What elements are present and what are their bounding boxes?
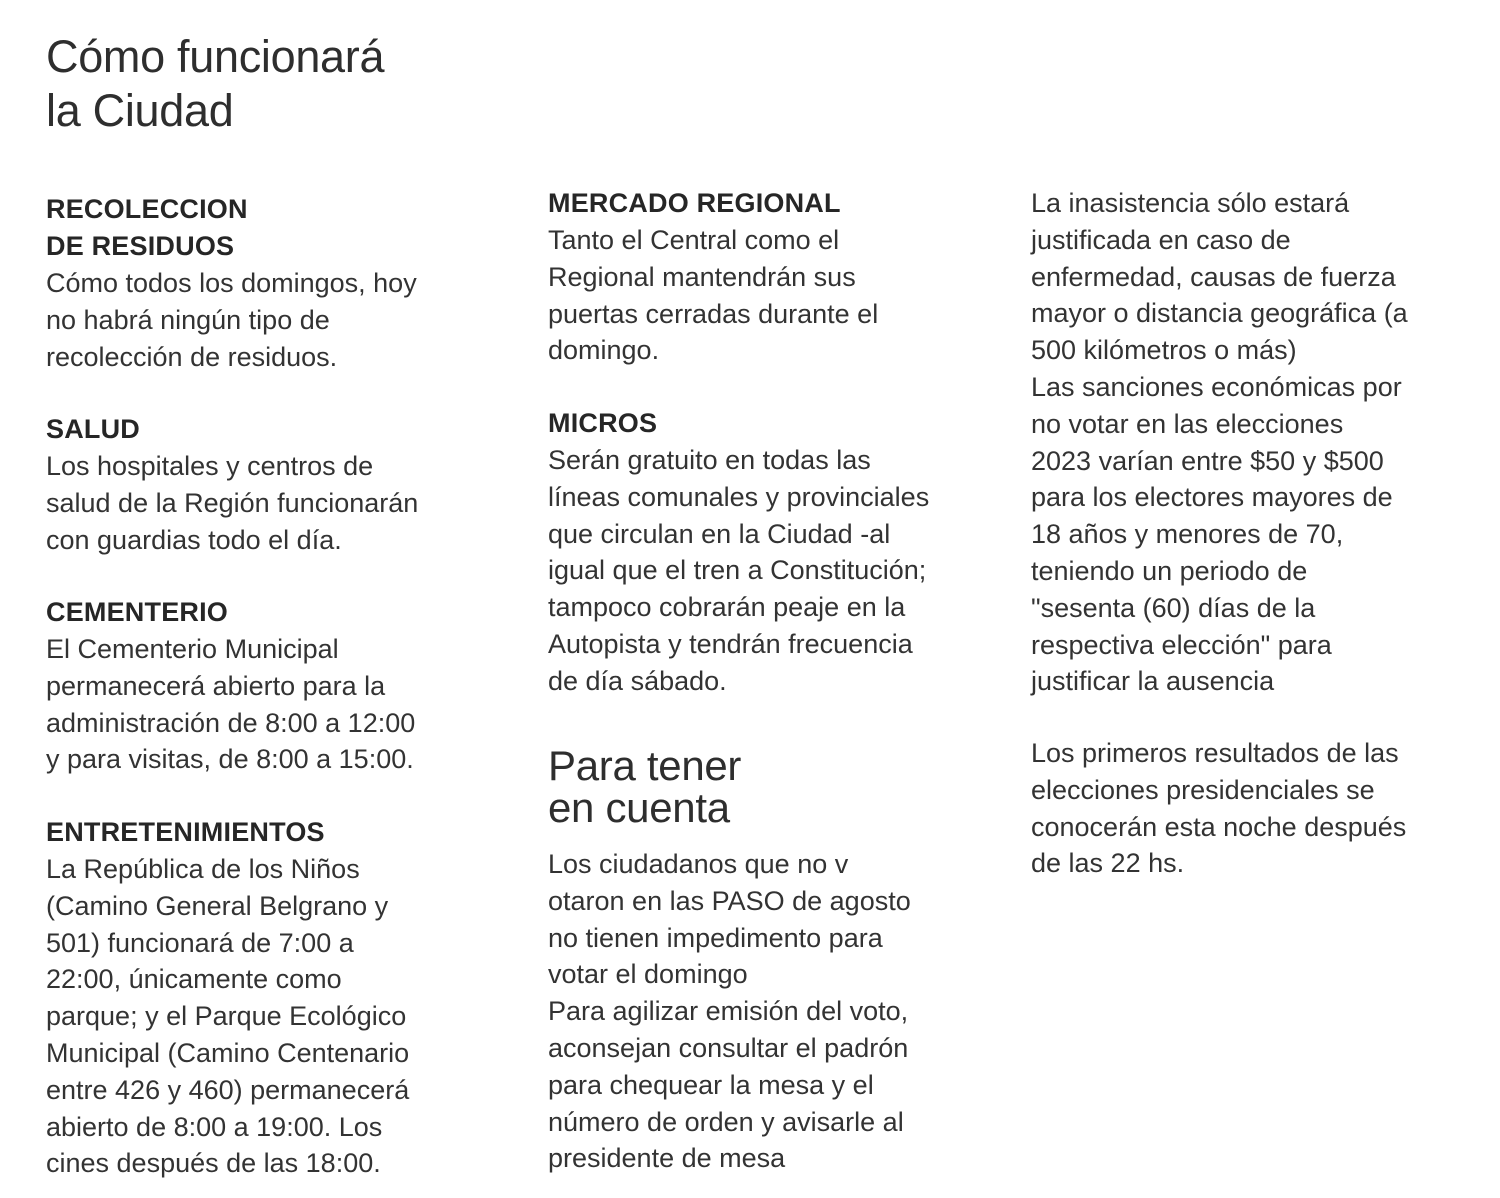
body-line: cines después de las 18:00. (46, 1148, 381, 1179)
body-line: tampoco cobrarán peaje en la (548, 592, 906, 623)
body-line: 22:00, únicamente como (46, 964, 342, 995)
section-salud (46, 411, 516, 558)
section-body (548, 442, 1008, 700)
section-heading-line: CEMENTERIO (46, 597, 229, 627)
body-line: Serán gratuito en todas las (548, 445, 871, 475)
body-line: no tienen impedimento para (548, 922, 883, 953)
body-line: La República de los Niños (46, 854, 360, 884)
body-line: domingo. (548, 335, 660, 366)
body-line: La inasistencia sólo estará (1031, 188, 1350, 218)
section-para-tener-en-cuenta (548, 742, 1008, 831)
body-line: recolección de residuos. (46, 341, 338, 372)
subtitle-line: Para tener (548, 742, 742, 789)
body-line: elecciones presidenciales se (1031, 774, 1375, 805)
section-heading (46, 411, 516, 448)
subtitle (548, 742, 1008, 831)
body-line: justificar la ausencia (1031, 666, 1275, 697)
body-line: permanecerá abierto para la (46, 670, 386, 701)
body-line: administración de 8:00 a 12:00 (46, 707, 416, 738)
section-heading (46, 191, 516, 265)
body-line: votar el domingo (548, 959, 748, 990)
body-line: Autopista y tendrán frecuencia (548, 628, 913, 659)
section-heading-line: DE RESIDUOS (46, 231, 235, 261)
section-body (1031, 735, 1471, 882)
body-line: no habrá ningún tipo de (46, 304, 330, 335)
body-line: "sesenta (60) días de la (1031, 592, 1316, 623)
body-line: 18 años y menores de 70, (1031, 519, 1344, 550)
body-line: 2023 varían entre $50 y $500 (1031, 445, 1384, 476)
section-heading (548, 405, 1008, 442)
section-heading-line: MICROS (548, 408, 658, 438)
body-line: para chequear la mesa y el (548, 1069, 874, 1100)
section-heading-line: SALUD (46, 414, 140, 444)
body-line: enfermedad, causas de fuerza (1031, 261, 1396, 292)
page-title (46, 30, 384, 138)
body-line: Los ciudadanos que no v (548, 849, 849, 879)
body-line: 501) funcionará de 7:00 a (46, 927, 354, 958)
body-line: número de orden y avisarle al (548, 1106, 904, 1137)
body-line: conocerán esta noche después (1031, 811, 1407, 842)
section-heading-line: ENTRETENIMIENTOS (46, 817, 325, 847)
section-heading (46, 814, 516, 851)
body-line: de día sábado. (548, 665, 727, 696)
body-line: no votar en las elecciones (1031, 408, 1344, 439)
body-line: salud de la Región funcionarán (46, 487, 419, 518)
body-line: Los hospitales y centros de (46, 451, 374, 481)
body-line: Municipal (Camino Centenario (46, 1037, 410, 1068)
body-line: aconsejan consultar el padrón (548, 1032, 909, 1063)
section-body (548, 222, 1008, 369)
body-line: y para visitas, de 8:00 a 15:00. (46, 744, 414, 775)
body-line: Tanto el Central como el (548, 225, 840, 255)
section-body (1031, 185, 1471, 700)
section-para-tener-body (548, 846, 1008, 1177)
section-body (46, 265, 516, 375)
body-line: El Cementerio Municipal (46, 634, 339, 664)
section-body (46, 448, 516, 558)
body-line: 500 kilómetros o más) (1031, 335, 1297, 366)
body-line: Cómo todos los domingos, hoy (46, 268, 417, 298)
section-heading (548, 185, 1008, 222)
body-line: teniendo un periodo de (1031, 555, 1308, 586)
body-line: con guardias todo el día. (46, 524, 342, 555)
page-title-line: Cómo funcionará (46, 31, 385, 82)
body-line: parque; y el Parque Ecológico (46, 1001, 407, 1032)
body-line: Las sanciones económicas por (1031, 371, 1402, 402)
section-heading (46, 594, 516, 631)
body-line: para los electores mayores de (1031, 482, 1393, 513)
body-line: igual que el tren a Constitución; (548, 555, 927, 586)
section-heading-line: RECOLECCION (46, 194, 248, 224)
body-line: Regional mantendrán sus (548, 261, 856, 292)
section-body (46, 851, 516, 1182)
body-line: justificada en caso de (1031, 224, 1291, 255)
subtitle-line: en cuenta (548, 784, 730, 831)
body-line: Para agilizar emisión del voto, (548, 996, 909, 1027)
body-line: líneas comunales y provinciales (548, 481, 930, 512)
body-line: puertas cerradas durante el (548, 298, 879, 329)
body-line: entre 426 y 460) permanecerá (46, 1074, 410, 1105)
body-line: otaron en las PASO de agosto (548, 885, 911, 916)
paragraph-inasistencia (1031, 185, 1471, 700)
page-title-line: la Ciudad (46, 85, 234, 136)
section-recoleccion (46, 191, 516, 375)
body-line: Los primeros resultados de las (1031, 738, 1399, 768)
body-line: mayor o distancia geográfica (a (1031, 298, 1408, 329)
section-micros (548, 405, 1008, 700)
section-entretenimientos (46, 814, 516, 1182)
paragraph-resultados (1031, 735, 1471, 882)
body-line: abierto de 8:00 a 19:00. Los (46, 1111, 383, 1142)
section-body (548, 846, 1008, 1177)
section-cementerio (46, 594, 516, 778)
body-line: de las 22 hs. (1031, 848, 1185, 879)
body-line: (Camino General Belgrano y (46, 890, 389, 921)
section-heading-line: MERCADO REGIONAL (548, 188, 841, 218)
body-line: respectiva elección" para (1031, 629, 1332, 660)
section-mercado-regional (548, 185, 1008, 369)
body-line: presidente de mesa (548, 1143, 786, 1174)
section-body (46, 631, 516, 778)
body-line: que circulan en la Ciudad -al (548, 518, 891, 549)
